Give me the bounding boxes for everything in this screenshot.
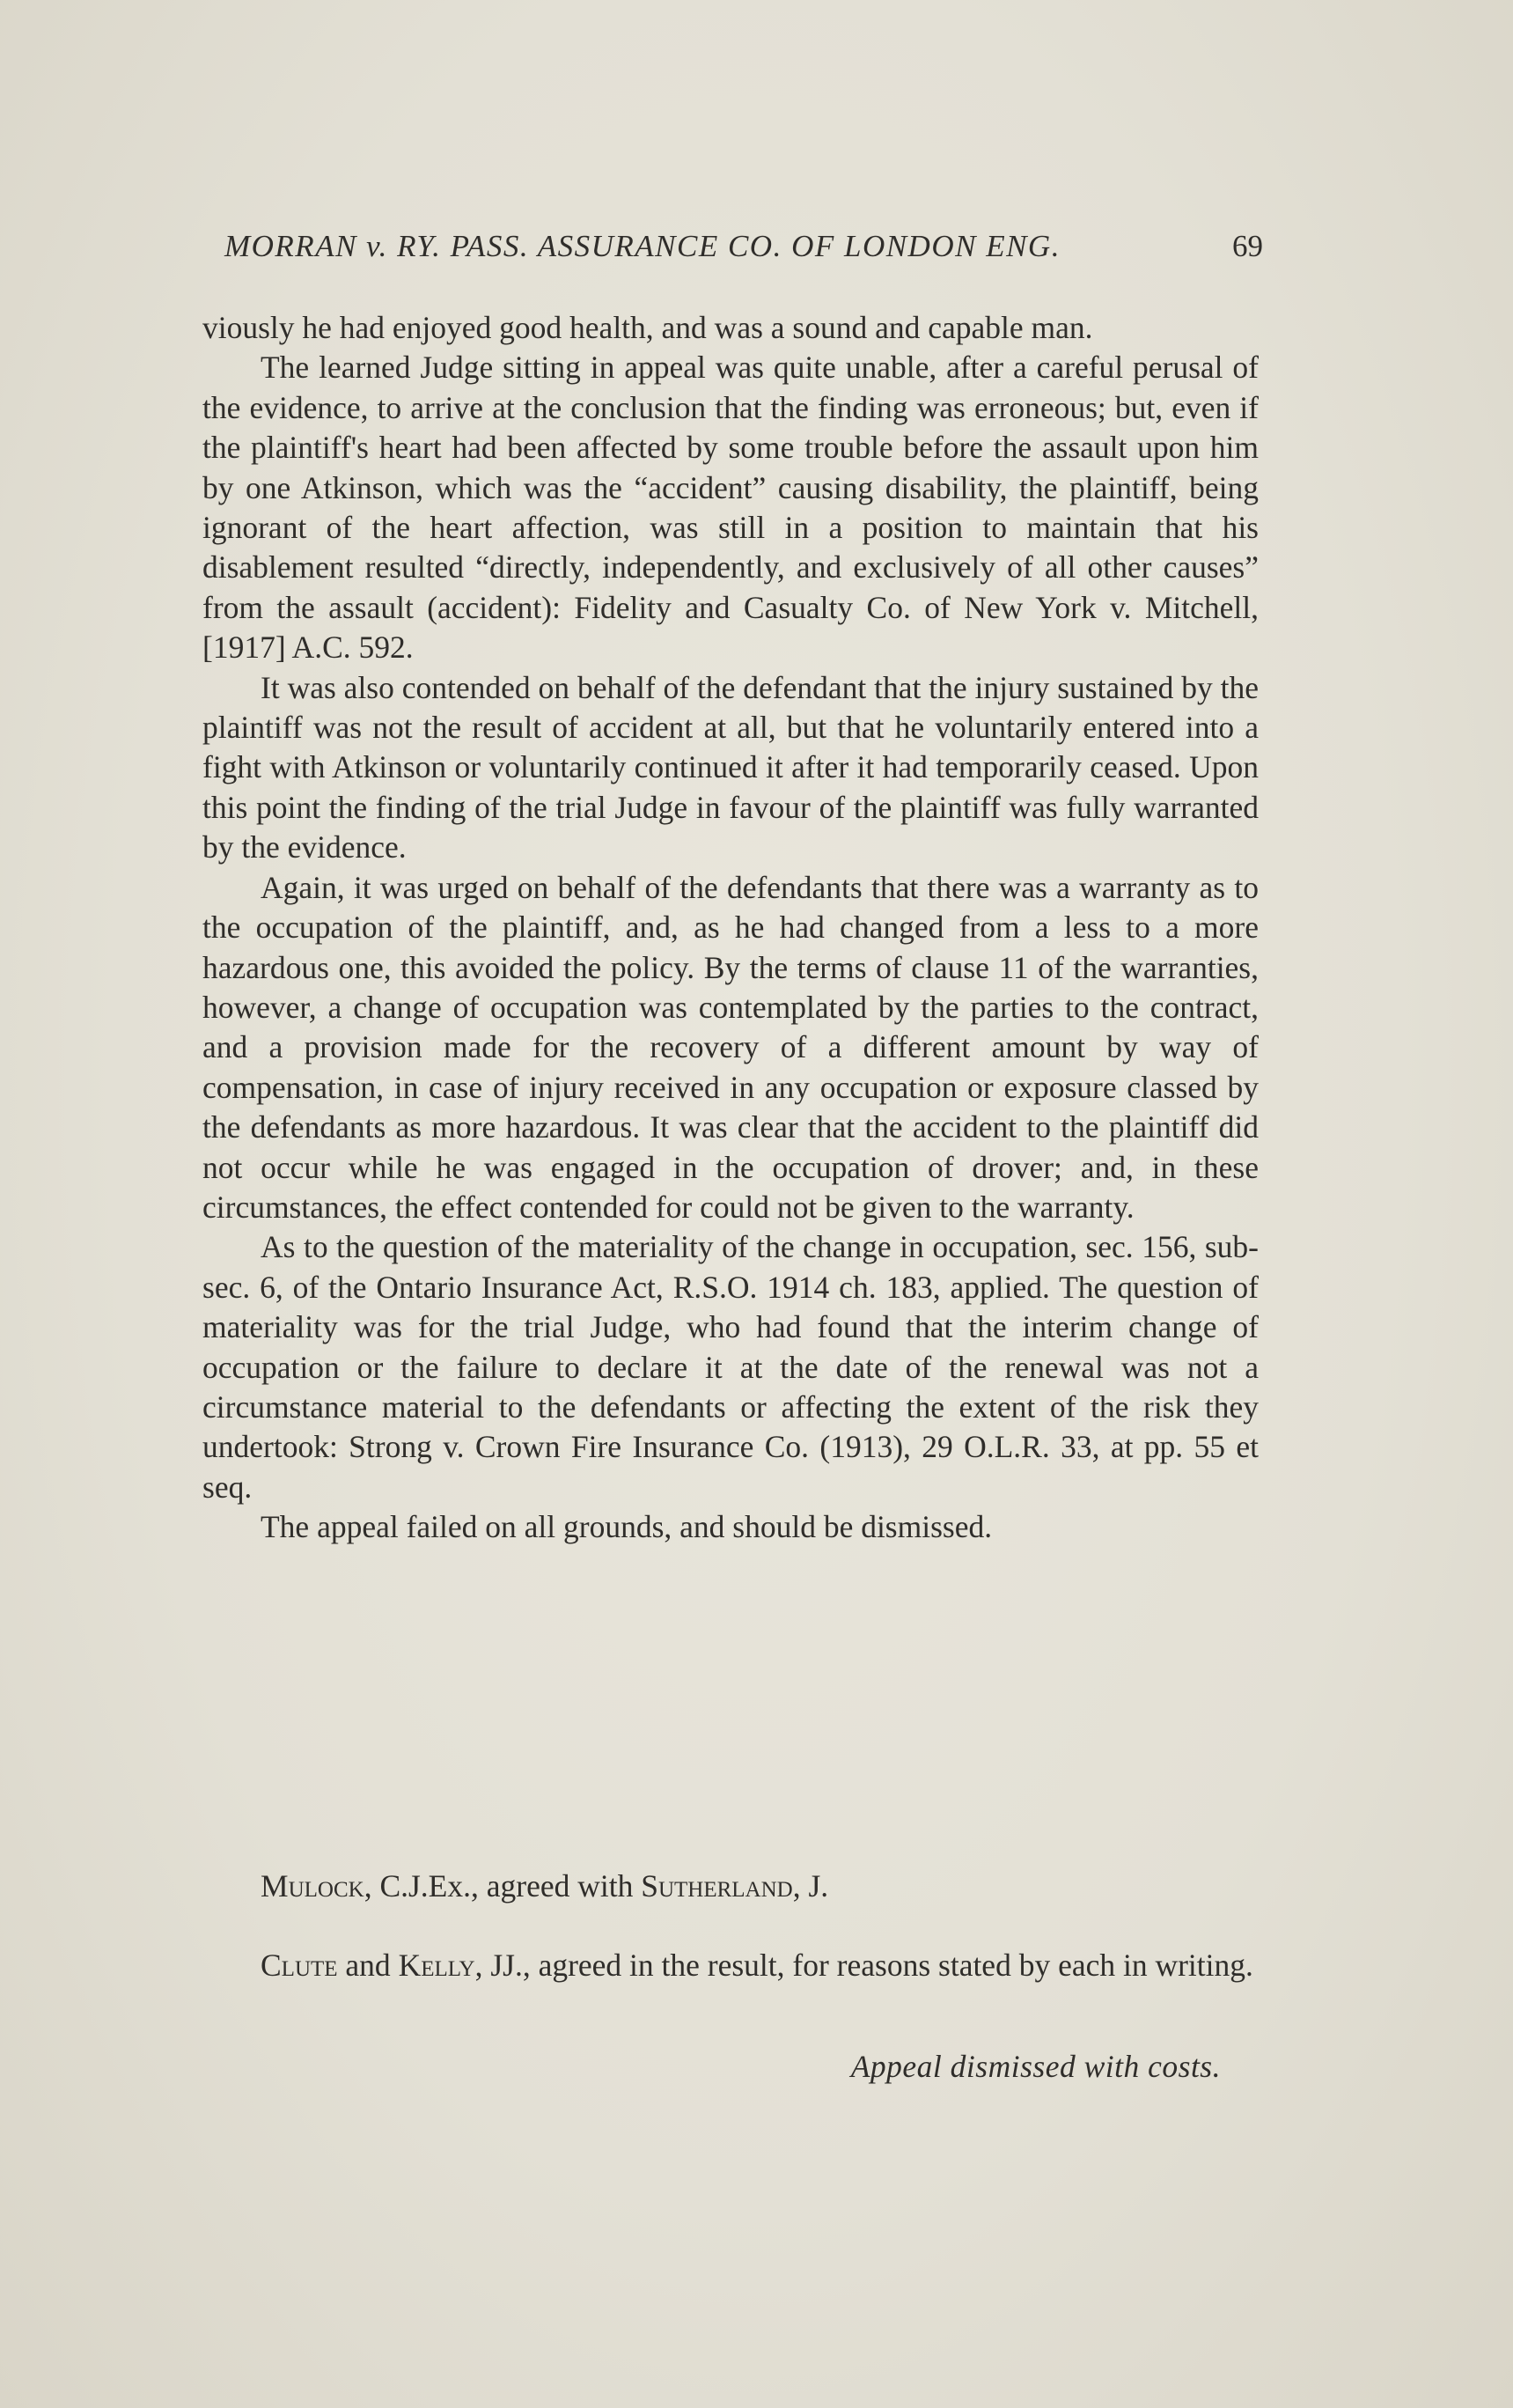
concurrence-text: , J. (792, 1868, 829, 1904)
page-number: 69 (1232, 229, 1263, 263)
disposition: Appeal dismissed with costs. (850, 2049, 1221, 2084)
judge-name: Mulock (261, 1868, 364, 1904)
running-head (224, 225, 1263, 268)
paragraph: As to the question of the materiality of the change in occupation, sec. 156, sub-sec. 6, of the Ontario Insurance Act, R.S.O. 1914 ch. 183, applied. The question of materiality was for the trial Judge, who had found that the interim change of occupation or the failure to declare it at the date of the renewal was not a circumstance material to the defendants or affecting the extent of the risk they undertook: Strong v. Crown Fire Insurance Co. (1913), 29 O.L.R. 33, at pp. 55 et seq. (202, 1229, 1259, 1505)
judge-name: Kelly (398, 1948, 475, 1983)
judge-name: Sutherland (641, 1868, 793, 1904)
concurrence-mulock (261, 1867, 1264, 1906)
paragraph: Again, it was urged on behalf of the defendants that there was a warranty as to the occupation of the plaintiff, and, as he had changed from a less to a more hazardous one, this avoided the policy. By the terms of clause 11 of the warranties, however, a change of occupation was contemplated by the parties to the contract, and a provision made for the recovery of a different amount by way of compensation, in case of injury received in any occupation or exposure classed by the defendants as more hazardous. It was clear that the accident to the plaintiff did not occur while he was engaged in the occupation of drover; and, in these circumstances, the effect contended for could not be given to the warranty. (202, 869, 1259, 1225)
body-text (202, 308, 1259, 1548)
concurrence-text: , C.J.Ex., agreed with (364, 1868, 642, 1904)
concurrence-text: , JJ., agreed in the result, for reasons stated by each in writing. (474, 1948, 1253, 1983)
case-title: MORRAN v. RY. PASS. ASSURANCE CO. OF LONDON ENG. (224, 229, 1061, 263)
paragraph: The appeal failed on all grounds, and should be dismissed. (261, 1509, 993, 1545)
paragraph-continuation: viously he had enjoyed good health, and was a sound and capable man. (202, 310, 1093, 345)
judge-name: Clute (261, 1948, 338, 1983)
paragraph: It was also contended on behalf of the defendant that the injury sustained by the plaintiff was not the result of accident at all, but that he voluntarily entered into a fight with Atkinson or voluntarily continued it after it had temporarily ceased. Upon this point the finding of the trial Judge in favour of the plaintiff was fully warranted by the evidence. (202, 669, 1259, 865)
concurrence-text: and (337, 1948, 399, 1983)
concurrence-clute-kelly (202, 1946, 1259, 1985)
paragraph: The learned Judge sitting in appeal was quite unable, after a careful perusal of the evidence, to arrive at the conclusion that the finding was erroneous; but, even if the plaintiff's heart had been affected by some trouble before the assault upon him by one Atkinson, which was the “accident” causing disability, the plaintiff, being ignorant of the heart affection, was still in a position to maintain that his disablement resulted “directly, independently, and exclusively of all other causes” from the assault (accident): Fidelity and Casualty Co. of New York v. Mitchell, [1917] A.C. 592. (202, 350, 1259, 666)
